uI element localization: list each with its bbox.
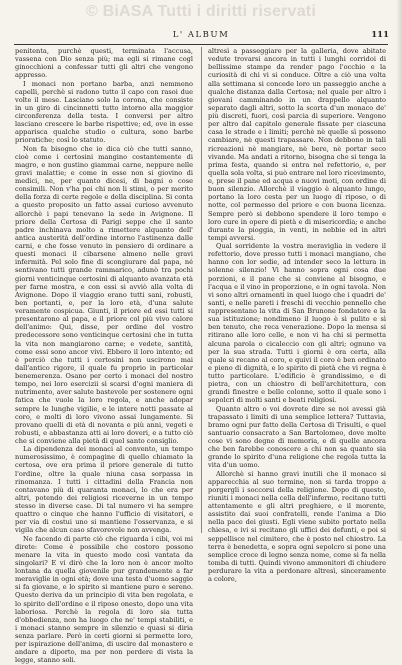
right-column <box>208 47 386 584</box>
paragraph: Quanto altro o voi dovrete dire se noi avessi già trapassato i limiti di una semplice lettera? Tuttavia, bramo ogni pur fatto della Certosa di Trisulti, e quel santuario consacrato a San Bartolomeo, dove molte cose vi sono degne di memoria, e di quelle ancora che ben farebbe conoscere a chi non sa quanto sia grande lo spirito d'una religione che regola tutta la vita d'un uomo. <box>208 404 386 470</box>
watermark: © BiASA Tutti i diritti riservati <box>86 3 316 20</box>
paragraph: Allorchè si hanno gravi inutili che il monaco si apparecchia al suo termine, non si tarda troppo a porgergli i soccorsi della religione. Dopo di questo, riuniti i monaci nella cella dell'infermo, recitano tutti attentamente e gli altri preghiere, e il morente, assistito dai suoi confratelli, rende l'anima a Dio nella pace dei giusti. Egli viene subito portato nella chiesa, e ivi si recitano gli uffici dei defunti, e poi si seppellisce nel cimitero, che è posto nel chiostro. La terra è benedetta, e sopra ogni sepolcro si pone una semplice croce di legno senza nome, come si fa nella tomba di tutti. Quindi vivono ammonitori di chiudere perdurare la vita a perdonare altresì, sinceramente a colore, <box>208 469 386 584</box>
header-rule <box>14 44 388 45</box>
paragraph: I monaci non portano barba, anzi nemmeno capelli, perchè si radono tutto il capo con rasoi due volte il mese. Lasciano solo la corona, che consiste in un giro di cincinnetti tutto intorno alla maggior circonferenza della testa. I conversi per altro lasciano crescere le barbe rispettive; ed, ove in esse apparisca qualche studio o cultura, sono barbe prioratiche; così lo statuto. <box>15 79 193 145</box>
paragraph: Qual sorridente la vostra meraviglia in vedere il refettorio, dove presso tutti i monaci mangiano, che hanno con lor sedie, ad intender seco la lettura in solenne silenzio! Vi hanno sopra ogni cosa due porzioni, e il pane che si conviene al bisogno, e l'acqua e il vino in proporzione, e in ogni tavola. Non vi sono altri ornamenti in quel luogo che i quadri de' santi, e nelle pareti i freschi di vecchio pennello che rappresentano la vita di San Brunone fondatore e la sua istituzione; nondimeno il luogo è sì pulito e sì ben tenuto, che reca venerazione. Dopo la mensa si ritirano alle loro celle, e non vi ha chi si permetta alcuna parola o cicaleccio con gli altri; ognuno va per la sua strada. Tutti i giorni è ora certa, alla quale si recano al coro, e quivi il coro è ben ordinato e pieno di dignità, e lo spirito di pietà che vi regna è tutto particolare. L'edificio è grandissimo, e di pietra, con un chiostro di bell'architettura, con grandi finestre e belle colonne, sotto il quale sono i sepolcri di molti santi e beati religiosi. <box>208 242 386 405</box>
left-column <box>15 47 193 665</box>
paragraph: La dipendenza dei monaci al convento, un tempo numerosissimo, è compagine di quello chiamato la certosa, ove era prima il priore generale di tutto l'ordine, oltre la quale niuna casa sorpassa in rinomanza. I tutti i cittadini della Francia non contavano più di quaranta monaci, lo che era per altri, potendo dei religiosi riceverne in un tempo stesso in diverse case. Di tal numero vi ha sempre quattro o cinque che hanno l'ufficio di visitatori, e per via di costui uno si mantiene l'osservanza, e si vigila che alcun caso sfavorevole non avvenga. <box>15 445 193 535</box>
page-header <box>0 30 402 44</box>
paragraph: Ne facendo di parte ciò che riguarda i cibi, voi mi direte: Come è possibile che costoro possono menare la vita in questo modo così vantata da singolari? E vi dirò che la loro non è ancor molto lontana da quella giovenile pur grandemente a far meraviglie in ogni età; dove una testa d'uomo saggio si fa giovane, e lo spirito si mantiene puro e sereno. Questo deriva da un principio di vita ben regolata, e lo spirito dell'ordine e il riposo onesto, dopo una vita laboriosa. Perchè la regola di loro sia tutta d'obbedienza, non ha luogo che ne' tempi stabiliti, e i monaci stanno sempre in silenzio e quasi si diria senza parlare. Però in certi giorni si permette loro, per ispirazione dell'anima, di uscire dal monastero e andare a diporto, ma per non perdere di vista la legge, stanno soli. <box>15 534 193 665</box>
paragraph: altresì a passeggiare per la galleria, dove abitate vedute trovarsi ancora in tutti i lunghi corridoi di bellissime stampe da render pago l'occhio e la curiosità di chi vi si conduce. Oltre a ciò una volta alla settimana si concede loro un passeggio anche a qualche distanza dalla Certosa; nel quale per altro i giovani camminando in un drappello alquanto separato dagli altri, sotto la scorta d'un monaco de' più discreti, fuori, così parcia di superiore. Vengono per altro dal capitolo generale fissate per ciascuna casa le strade e i limiti; perchè nè quelle sì possono cambiare, nè questi trapassare. Non debbono in tali ricreazioni nè mangiare, nè bere, nè portar seco vivande. Ma andati a ritorno, bisogna che si tenga la prima festa, quando si entra nel refettorio, e, per quella sola volta, si può entrare nel loro ricevimento, e, prese il pane ed acqua e nuovi moti, con ordine di buon silenzio. Allorchè il viaggio è alquanto lungo, portano la loro cesta per un luogo di riposo, o di notte, col permesso del priore e con buona licenza. Sempre però si debbono spendere il loro tempo e loro cure in opere di pietà e di misericordia; e anche durante la pioggia, in venti, in nebbie ed in altri tempi avversi. <box>208 47 386 242</box>
page-title: L' ALBUM <box>172 30 230 40</box>
column-divider <box>201 47 202 533</box>
paragraph: penitenta, purchè questi, terminata l'accusa, vassena con Dio senza più; ma egli si rimane cogl ginocchioni a confessar tutti gli altri che vengono appresso. <box>15 47 193 80</box>
page-edge-shadow <box>396 0 402 541</box>
paragraph: Non fa bisogno che io dica ciò che tutti sanno, cioè come i certosini mangino costantemente di magro, e non gustino giammai carne, neppure nelle gravi malattie; e come in esse non si giovino di medici, ne, per quanto dicesi, di bagni o cose consimili. Non v'ha poi chi non li stimi, o per merito della forza di certe regole e della disciplina. Si conta a questo proposito un fatto assai curioso avvenuto allorchè i papi tenevano la sede in Avignone. Il priore della Certosa di Parigi seppe che il santo padre inchinava molto a rimettere alquanto dell' antica austerità dell'ordine intorno l'astinenza dalle carni, e che fosse venuto in pensiero di ordinare a questi monaci il cibarsene almeno nelle gravi infermità. Pel solo fine di scongiurare dal papa, né sentivano tutti grande rammarico, adunò tra pochi giorni venticinque certosini di alquanto avanzata età per farne mostra, e con essi si avviò alla volta di Avignone. Dopo il viaggio erano tutti sani, robusti, ben portanti, e, per la loro età, d'una salute veramente cospicua. Giunti, il priore ed essi tutti si presentarono al papa, e il priore col più vivo calore dell'animo: Qui, disse, per ordine del vostro predecessore sono venticinque certosini che in tutta la vita non mangiarono carne; e vedete, santità, come essi sono ancor vivi. Ebbero il loro intento; ed è perciò che tutti i certosini non uscirono mai dall'antico rigore, il quale fu proprio in particolar benemerenza. Osano per certo i monaci del nostro tempo, nei loro esercizii sì scarsi d'ogni maniera di nutrimento, aver salute bastevole per sostenere ogni fatica che vuole la loro regola, e anche adopar sempre le lunghe vigilie, e le intere notti passate al coro, e molti di loro vivono assai lungamente. Si provano quelli di età di novanta e più anni, vegeti e robusti, e abbastanza atti ai loro doveri, e a tutto ciò che si conviene alla pietà di quel santo consiglio. <box>15 144 193 445</box>
page-number: 111 <box>371 30 389 40</box>
